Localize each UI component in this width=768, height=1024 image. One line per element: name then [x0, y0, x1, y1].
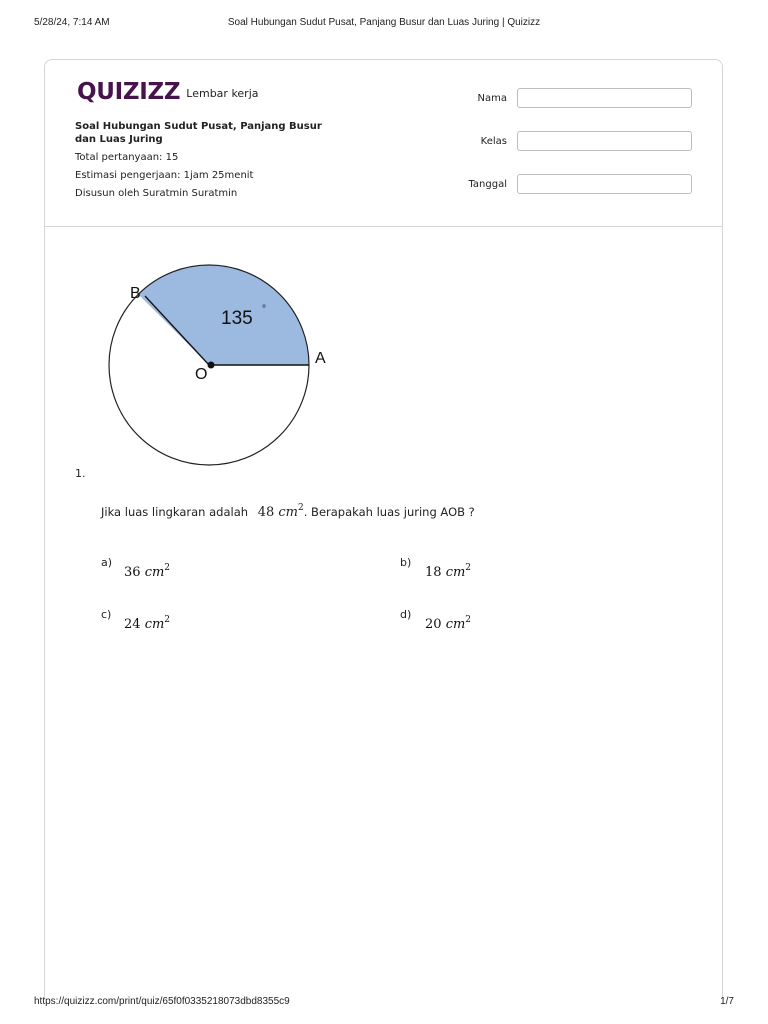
- question-math: 48 $cm^2$: [257, 503, 304, 520]
- time-estimate: Estimasi pengerjaan: 1jam 25menit: [75, 170, 254, 181]
- print-footer: [0, 994, 768, 1014]
- question-number: 1.: [75, 467, 86, 480]
- degree-symbol: °: [262, 304, 266, 315]
- circle-sector-figure: [99, 253, 351, 475]
- class-label: Kelas: [480, 136, 507, 147]
- date-label: Tanggal: [468, 179, 507, 190]
- date-field[interactable]: [517, 174, 692, 194]
- quizizz-logo: [77, 80, 259, 104]
- total-questions: Total pertanyaan: 15: [75, 152, 179, 163]
- option-b-value[interactable]: 18 $cm^2$: [425, 563, 472, 580]
- name-field[interactable]: [517, 88, 692, 108]
- question-text-before: Jika luas lingkaran adalah: [101, 505, 249, 519]
- option-d-label: d): [400, 608, 412, 621]
- option-a-value[interactable]: 36 $cm^2$: [124, 563, 171, 580]
- logo-wordmark: QUIZIZZ: [77, 79, 181, 105]
- class-field[interactable]: [517, 131, 692, 151]
- worksheet-type-label: Lembar kerja: [186, 86, 259, 100]
- print-url: https://quizizz.com/print/quiz/65f0f0335218073dbd8355c9: [34, 996, 290, 1007]
- quiz-author: Disusun oleh Suratmin Suratmin: [75, 188, 238, 199]
- print-datetime: 5/28/24, 7:14 AM: [34, 17, 110, 28]
- quiz-title: Soal Hubungan Sudut Pusat, Panjang Busur dan Luas Juring: [75, 121, 322, 145]
- option-c-label: c): [101, 608, 112, 621]
- option-d-value[interactable]: 20 $cm^2$: [425, 615, 472, 632]
- option-c-value[interactable]: 24 $cm^2$: [124, 615, 171, 632]
- question-text-after: . Berapakah luas juring AOB ?: [303, 505, 475, 519]
- page-indicator: 1/7: [720, 996, 734, 1007]
- option-a-label: a): [101, 556, 113, 569]
- print-page-title: Soal Hubungan Sudut Pusat, Panjang Busur dan Luas Juring | Quizizz: [227, 17, 541, 28]
- print-header: [0, 0, 768, 40]
- center-point: [208, 362, 215, 369]
- worksheet: [44, 59, 723, 999]
- option-b-label: b): [400, 556, 412, 569]
- question-text: [101, 505, 475, 520]
- name-label: Nama: [477, 93, 507, 104]
- angle-label: 135: [221, 308, 253, 329]
- point-b-label: B: [130, 285, 141, 302]
- worksheet-header: [45, 60, 722, 227]
- point-o-label: O: [195, 366, 208, 383]
- point-a-label: A: [315, 350, 326, 367]
